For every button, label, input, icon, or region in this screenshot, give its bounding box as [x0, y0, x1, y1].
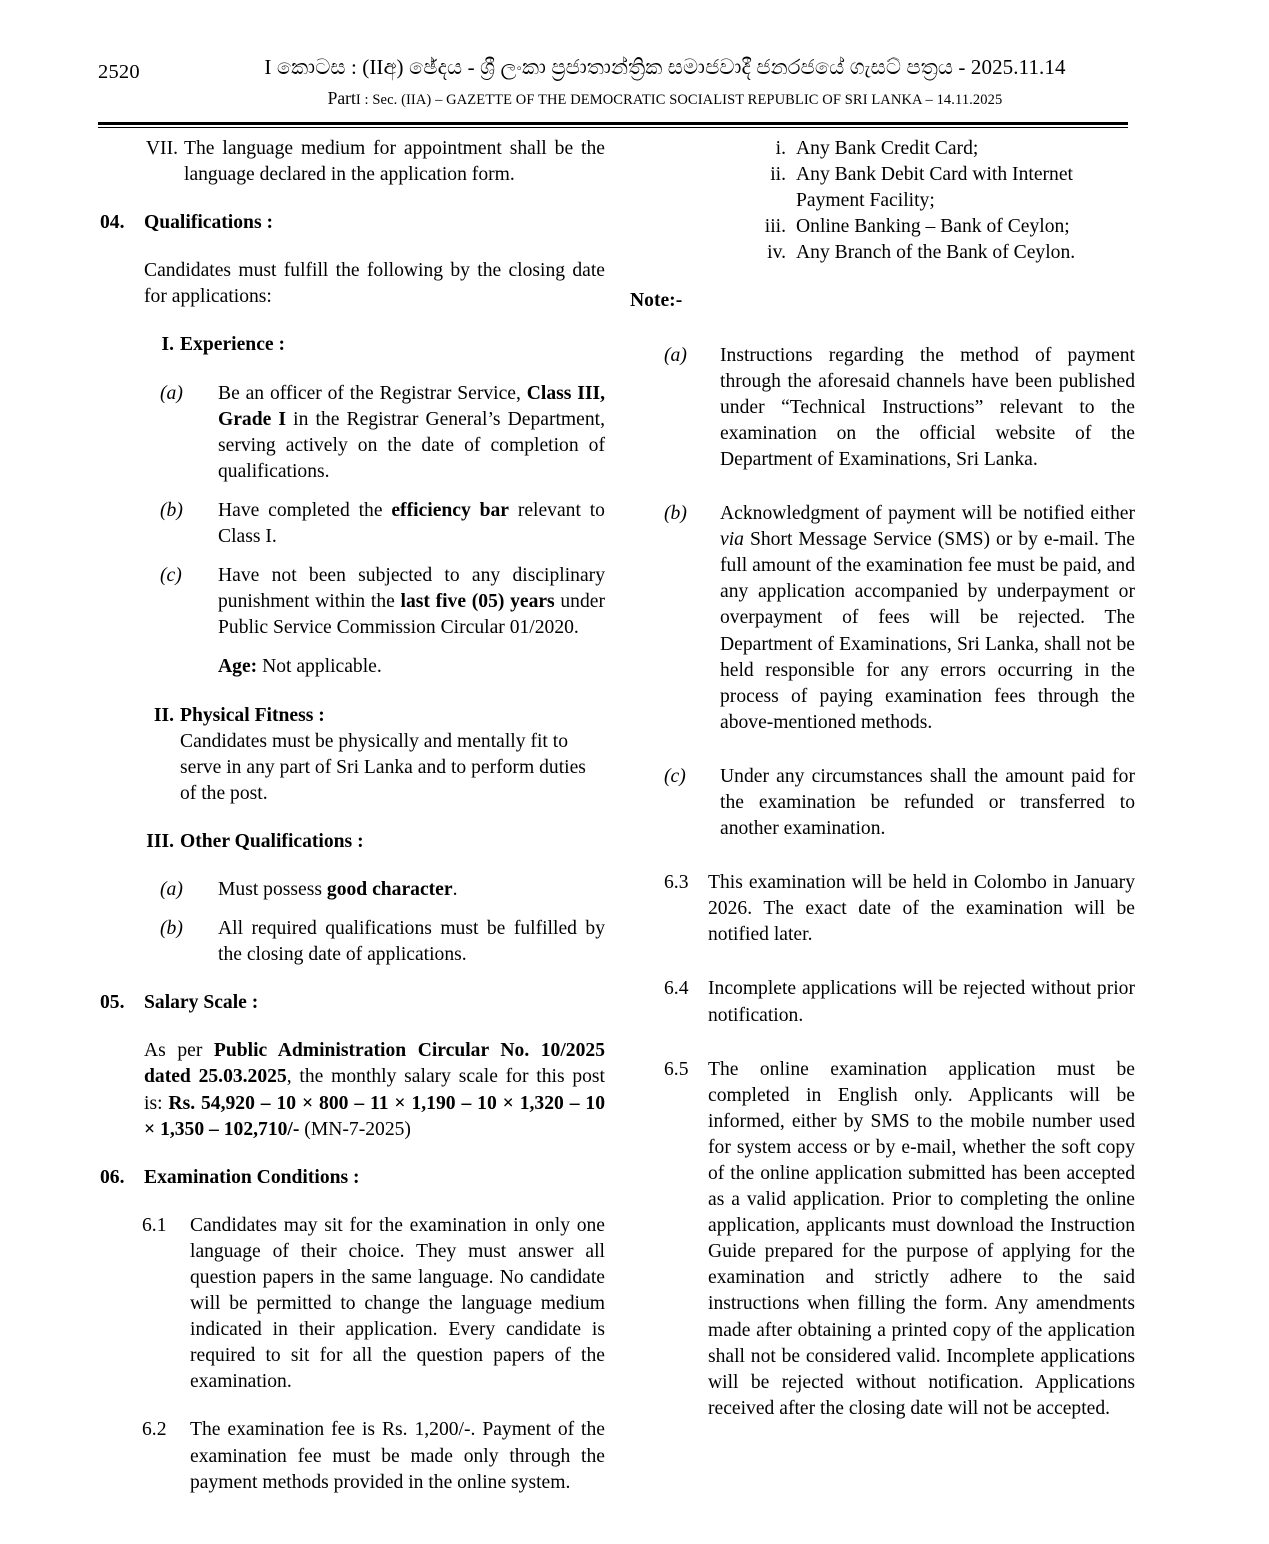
- spacer: [630, 266, 1135, 288]
- payment-marker-i: i.: [775, 138, 786, 159]
- item-c-text-part2: under Public Service Commission Circular 01/2020.: [218, 591, 605, 639]
- exam-condition-6-1: [100, 1213, 605, 1396]
- physical-fitness-text: Candidates must be physically and mentally fit to serve in any part of Sri Lanka and to perform duties of the post.: [180, 730, 586, 804]
- exam-condition-text-6-3: This examination will be held in Colombo in January 2026. The exact date of the examination will be notified later.: [708, 872, 1135, 946]
- section-number-05: 05.: [100, 992, 125, 1014]
- oq-a-part1: Must possess: [218, 878, 327, 900]
- section-heading-06: [100, 1165, 605, 1191]
- spacer: [100, 903, 605, 916]
- header-english-title: [202, 88, 1128, 109]
- payment-marker-ii: ii.: [770, 164, 786, 186]
- item-marker-c: (c): [160, 565, 182, 587]
- subsection-other-qualifications-heading: [100, 829, 605, 855]
- exam-condition-marker-6-5: 6.5: [664, 1058, 689, 1080]
- list-item-vii: [100, 136, 605, 188]
- payment-channel-item: [630, 162, 1135, 214]
- spacer: [100, 236, 605, 258]
- experience-item-b: [100, 498, 605, 550]
- age-value: Not applicable.: [257, 656, 382, 678]
- subsection-marker-i: I.: [161, 334, 174, 356]
- spacer: [630, 473, 1135, 501]
- spacer: [100, 855, 605, 877]
- note-item-b: [630, 501, 1135, 736]
- payment-text-ii: Any Bank Debit Card with Internet Payment Facility;: [796, 164, 1073, 212]
- header-part-label: Part: [327, 88, 356, 108]
- subsection-marker-ii: II.: [153, 704, 174, 726]
- oq-item-marker-a: (a): [160, 878, 183, 900]
- payment-channels-list: [630, 136, 1135, 266]
- note-b-italic-via: via: [720, 529, 744, 551]
- header-sinhala-title: I කොටස : (IIඅ) ඡේදය - ශ්‍රී ලංකා ප්‍රජාතාන්ත්‍රික සමාජවාදී ජනරජයේ ගැසට් පත්‍රය - 2025.11.14: [264, 55, 1066, 79]
- list-text-vii: The language medium for appointment shall be the language declared in the application form.: [184, 138, 605, 186]
- payment-channel-item: [630, 240, 1135, 266]
- spacer: [100, 550, 605, 563]
- spacer: [630, 842, 1135, 870]
- age-label: Age:: [218, 656, 258, 678]
- list-marker-vii: VII.: [145, 138, 178, 159]
- item-a-text-part2: in the Registrar General’s Department, serving actively on the date of completion of qualifications.: [218, 408, 606, 482]
- payment-text-i: Any Bank Credit Card;: [796, 138, 979, 159]
- section-04-intro: Candidates must fulfill the following by the closing date for applications:: [144, 260, 605, 308]
- payment-text-iii: Online Banking – Bank of Ceylon;: [796, 216, 1070, 238]
- exam-condition-text-6-2: The examination fee is Rs. 1,200/-. Payment of the examination fee must be made only through the payment methods provided in the online system.: [190, 1419, 605, 1493]
- oq-a-bold-good-character: good character: [326, 878, 453, 900]
- item-c-bold-last-five-years: last five (05) years: [400, 591, 555, 613]
- payment-text-iv: Any Branch of the Bank of Ceylon.: [796, 242, 1076, 264]
- left-column: [100, 136, 605, 1496]
- note-marker-a: (a): [664, 344, 687, 366]
- item-a-text-part1: Be an officer of the Registrar Service,: [218, 382, 527, 404]
- subsection-title-physical-fitness: Physical Fitness :: [180, 704, 325, 726]
- section-title-04: Qualifications :: [144, 212, 273, 234]
- note-marker-b: (b): [664, 503, 687, 525]
- subsection-title-experience: Experience :: [180, 334, 286, 356]
- item-text-a: [218, 381, 605, 485]
- item-b-text-part2: relevant to Class I.: [218, 499, 605, 548]
- subsection-marker-iii: III.: [146, 830, 174, 852]
- salary-part2: , the monthly salary scale for this post is:: [144, 1066, 605, 1114]
- spacer: [630, 736, 1135, 764]
- spacer: [100, 681, 605, 703]
- divider-thin-line: [98, 127, 1128, 128]
- section-heading-05: [100, 990, 605, 1016]
- payment-marker-iii: iii.: [764, 216, 786, 238]
- section-heading-04: [100, 210, 605, 236]
- page-header: [98, 55, 1128, 108]
- section-number-06: 06.: [100, 1166, 125, 1188]
- page-number: 2520: [98, 61, 140, 83]
- exam-condition-text-6-1: Candidates may sit for the examination in only one language of their choice. They must answer all question papers in the same language. No candidate will be permitted to change the language medium indicated in their application. Every candidate is required to sit for all the question papers of the examination.: [190, 1214, 605, 1393]
- experience-item-c: [100, 563, 605, 641]
- salary-bold-circular: Public Administration Circular No. 10/2025 dated 25.03.2025: [144, 1040, 605, 1088]
- exam-condition-6-3: [630, 870, 1135, 948]
- section-title-05: Salary Scale :: [144, 992, 259, 1014]
- note-text-c: Under any circumstances shall the amount paid for the examination be refunded or transferred to another examination.: [720, 765, 1135, 840]
- note-text-a: Instructions regarding the method of payment through the aforesaid channels have been published under “Technical Instructions” relevant to the examination on the official website of the Department of Examinations, Sri Lanka.: [720, 344, 1135, 470]
- section-title-06: Examination Conditions :: [144, 1166, 360, 1188]
- note-item-c: [630, 764, 1135, 842]
- spacer: [100, 1191, 605, 1213]
- oq-item-marker-b: (b): [160, 918, 183, 940]
- header-english-text: I : Sec. (IIA) – GAZETTE OF THE DEMOCRATIC SOCIALIST REPUBLIC OF SRI LANKA – 14.11.2025: [355, 92, 1003, 108]
- exam-condition-6-4: [630, 976, 1135, 1028]
- other-qual-item-b: [100, 916, 605, 968]
- spacer: [100, 310, 605, 332]
- oq-item-text-a: [218, 877, 605, 903]
- item-a-bold-class-grade: Class III, Grade I: [218, 382, 605, 430]
- payment-channel-item: [630, 214, 1135, 240]
- section-number-04: 04.: [100, 212, 125, 234]
- subsection-experience-heading: [100, 332, 605, 358]
- header-primary-row: [98, 55, 1128, 89]
- exam-condition-text-6-5: The online examination application must be completed in English only. Applicants will be informed, either by SMS to the mobile number used for system access or by e-mail, whether the soft copy of the online application submitted has been accepted as a valid application. Prior to completing the online application, applicants must download the Instruction Guide prepared for the purpose of applying for the examination and strictly adhere to the said instructions when filling the form. Any amendments made after obtaining a printed copy of the application shall not be considered valid. Incomplete applications will be rejected without notification. Applications received after the closing date will not be accepted.: [708, 1058, 1135, 1419]
- spacer: [630, 315, 1135, 343]
- exam-condition-text-6-4: Incomplete applications will be rejected without prior notification.: [708, 978, 1135, 1026]
- spacer: [630, 1029, 1135, 1057]
- item-marker-b: (b): [160, 499, 183, 521]
- oq-a-part2: .: [452, 878, 458, 900]
- item-text-c: [218, 563, 605, 641]
- spacer: [630, 948, 1135, 976]
- subsection-physical-fitness-heading: [100, 703, 605, 729]
- experience-item-a: [100, 381, 605, 485]
- subsection-title-other-qualifications: Other Qualifications :: [180, 830, 364, 852]
- salary-scale-body: [144, 1038, 605, 1142]
- exam-condition-6-2: [100, 1417, 605, 1495]
- spacer: [100, 1395, 605, 1417]
- spacer: [100, 641, 605, 654]
- note-item-a: [630, 343, 1135, 473]
- note-marker-c: (c): [664, 765, 686, 787]
- spacer: [100, 1143, 605, 1165]
- age-row: [218, 654, 605, 680]
- payment-channel-item: [630, 136, 1135, 162]
- header-divider: [98, 122, 1128, 128]
- salary-part1: As per: [144, 1040, 214, 1062]
- other-qual-item-a: [100, 877, 605, 903]
- exam-condition-marker-6-4: 6.4: [664, 978, 689, 1000]
- note-b-part2: Short Message Service (SMS) or by e-mail. The full amount of the examination fee must be paid, and any application accompanied by underpayment or overpayment of fees will be rejected. The Department of Examinations, Sri Lanka, shall not be held responsible for any errors occurring in the process of paying examination fees through the above-mentioned methods.: [720, 529, 1135, 733]
- salary-bold-scale: Rs. 54,920 – 10 × 800 – 11 × 1,190 – 10 × 1,320 – 10 × 1,350 – 102,710/-: [144, 1092, 605, 1140]
- note-text-b: [720, 501, 1135, 736]
- spacer: [100, 968, 605, 990]
- item-c-text-part1: Have not been subjected to any disciplinary punishment within the: [218, 565, 605, 613]
- salary-part3: (MN-7-2025): [299, 1118, 411, 1140]
- item-b-text-part1: Have completed the: [218, 499, 392, 521]
- note-heading: Note:-: [630, 290, 683, 312]
- exam-condition-marker-6-3: 6.3: [664, 872, 689, 894]
- spacer: [100, 188, 605, 210]
- exam-condition-marker-6-2: 6.2: [142, 1419, 167, 1441]
- item-marker-a: (a): [160, 382, 183, 404]
- spacer: [100, 1016, 605, 1038]
- spacer: [100, 485, 605, 498]
- payment-marker-iv: iv.: [767, 242, 786, 264]
- spacer: [100, 807, 605, 829]
- oq-item-text-b: All required qualifications must be fulfilled by the closing date of applications.: [218, 918, 605, 966]
- note-b-part1: Acknowledgment of payment will be notified either: [720, 503, 1135, 525]
- right-column: [630, 136, 1135, 1422]
- exam-condition-marker-6-1: 6.1: [142, 1214, 167, 1236]
- exam-condition-6-5: [630, 1057, 1135, 1422]
- spacer: [100, 359, 605, 381]
- item-b-bold-efficiency-bar: efficiency bar: [391, 499, 509, 521]
- item-text-b: [218, 498, 605, 550]
